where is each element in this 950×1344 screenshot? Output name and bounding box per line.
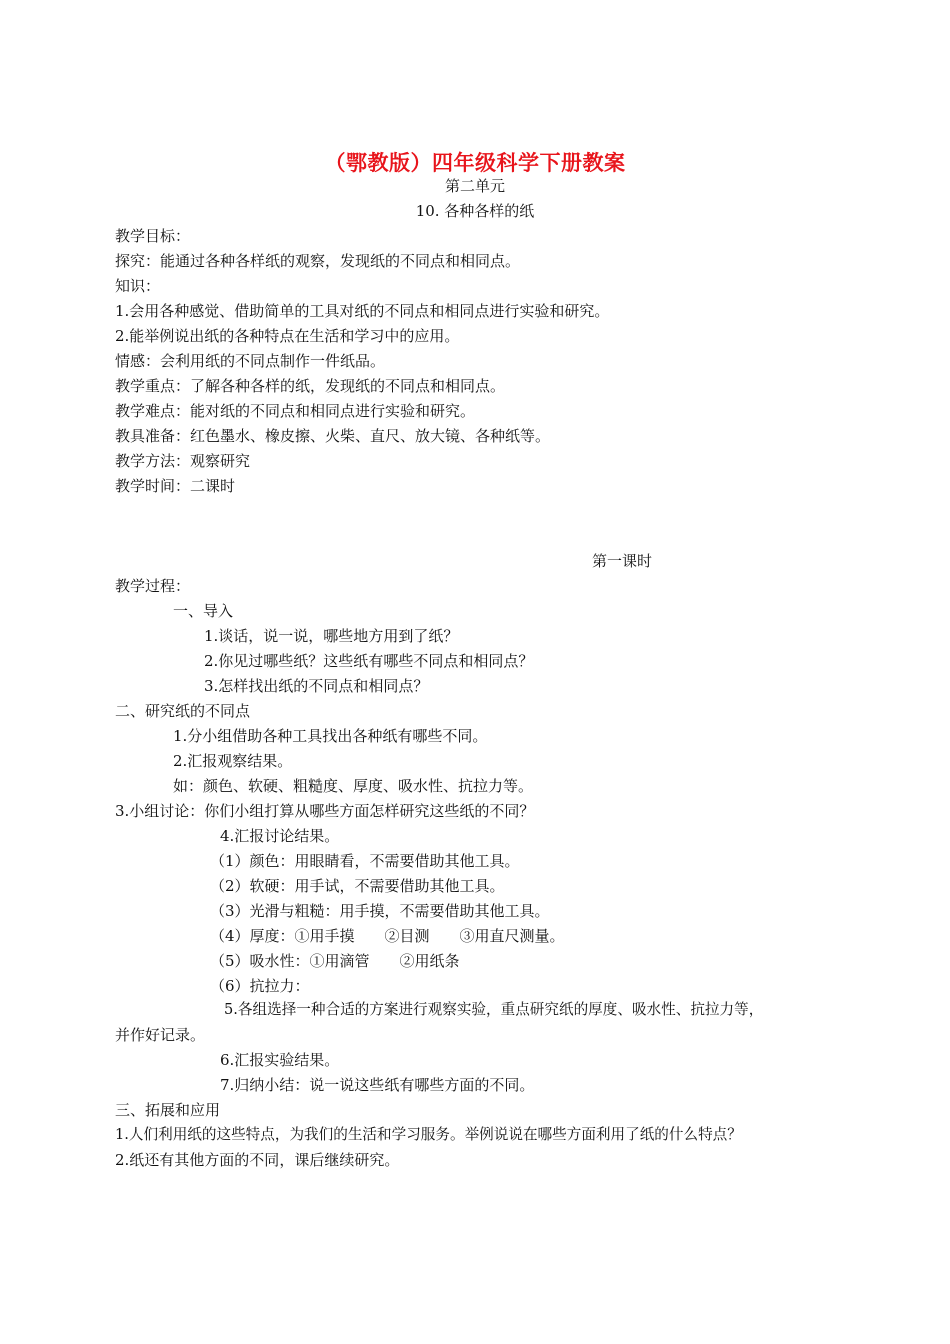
sub-item: （1）颜色：用眼睛看，不需要借助其他工具。 [210,852,520,870]
part-title: 三、拓展和应用 [115,1101,221,1119]
process-label: 教学过程： [115,577,191,595]
list-item: 1.谈话，说一说，哪些地方用到了纸？ [204,627,459,645]
objectives-label: 教学目标： [115,227,191,245]
knowledge-item: 2.能举例说出纸的各种特点在生活和学习中的应用。 [115,327,460,345]
sub-item: （2）软硬：用手试，不需要借助其他工具。 [210,877,505,895]
sub-item: （3）光滑与粗糙：用手摸，不需要借助其他工具。 [210,902,550,920]
objective-explore: 探究：能通过各种各样纸的观察，发现纸的不同点和相同点。 [115,252,521,270]
list-item: 4.汇报讨论结果。 [220,827,340,845]
difficulty: 教学难点：能对纸的不同点和相同点进行实验和研究。 [115,402,476,420]
sub-item: （6）抗拉力： [210,977,310,995]
knowledge-label: 知识： [115,277,161,295]
list-item-continuation: 并作好记录。 [115,1026,206,1044]
document-title: （鄂教版）四年级科学下册教案 [324,150,626,175]
materials: 教具准备：红色墨水、橡皮擦、火柴、直尺、放大镜、各种纸等。 [115,427,551,445]
list-item: 3.怎样找出纸的不同点和相同点？ [204,677,429,695]
list-item: 5.各组选择一种合适的方案进行观察实验，重点研究纸的厚度、吸水性、抗拉力等， [224,1001,764,1018]
list-item: 2.你见过哪些纸？这些纸有哪些不同点和相同点？ [204,652,534,670]
key-point: 教学重点：了解各种各样的纸，发现纸的不同点和相同点。 [115,377,506,395]
list-item: 1.分小组借助各种工具找出各种纸有哪些不同。 [173,727,488,745]
list-item: 6.汇报实验结果。 [220,1051,340,1069]
lesson-heading: 10. 各种各样的纸 [415,202,535,220]
list-item: 3.小组讨论：你们小组打算从哪些方面怎样研究这些纸的不同？ [115,802,535,820]
part-title: 一、导入 [173,602,234,620]
sub-item: （4）厚度：①用手摸 ②目测 ③用直尺测量。 [210,927,565,945]
example-line: 如：颜色、软硬、粗糙度、厚度、吸水性、抗拉力等。 [173,777,534,795]
list-item: 1.人们利用纸的这些特点，为我们的生活和学习服务。举例说说在哪些方面利用了纸的什么特点？ [115,1126,742,1143]
teaching-method: 教学方法：观察研究 [115,452,251,470]
knowledge-item: 1.会用各种感觉、借助简单的工具对纸的不同点和相同点进行实验和研究。 [115,302,610,320]
lesson-one-heading: 第一课时 [592,552,653,570]
list-item: 2.汇报观察结果。 [173,752,293,770]
objective-emotion: 情感：会利用纸的不同点制作一件纸品。 [115,352,386,370]
list-item: 2.纸还有其他方面的不同，课后继续研究。 [115,1151,400,1169]
sub-item: （5）吸水性：①用滴管 ②用纸条 [210,952,460,970]
list-item: 7.归纳小结：说一说这些纸有哪些方面的不同。 [220,1076,535,1094]
teaching-time: 教学时间：二课时 [115,477,236,495]
part-title: 二、研究纸的不同点 [115,702,251,720]
unit-heading: 第二单元 [444,177,505,195]
